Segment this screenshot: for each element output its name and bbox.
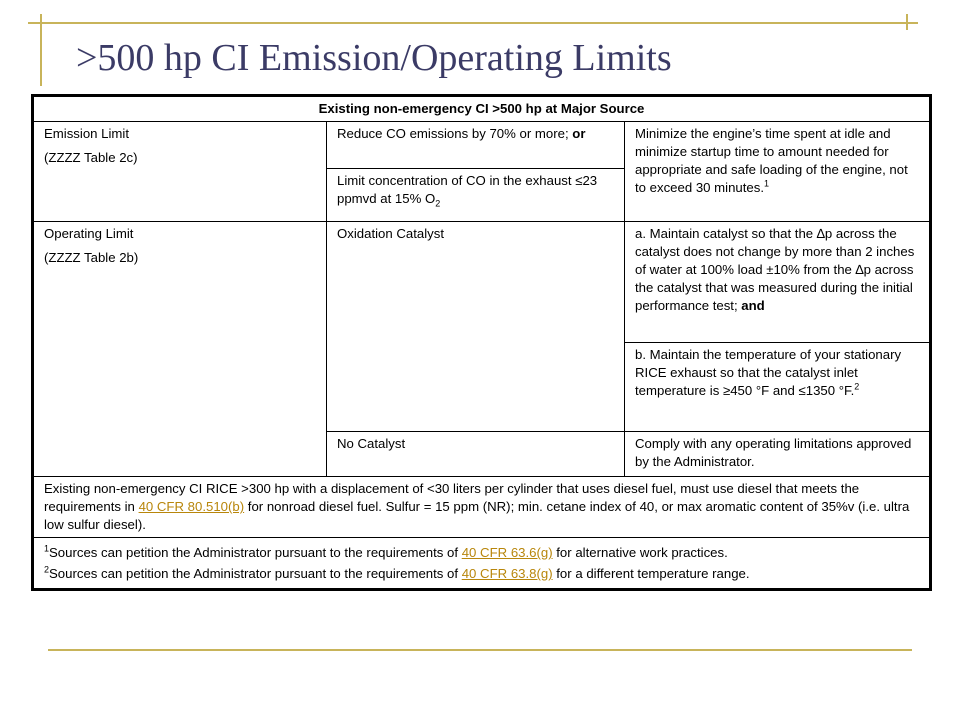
cfr-63-6g-link[interactable]: 40 CFR 63.6(g) [461, 545, 553, 560]
emission-option-1-conj: or [572, 126, 586, 141]
footnote-2-text-2: for a different temperature range. [552, 566, 750, 581]
footnote-1 [44, 544, 919, 562]
left-decorative-rule [40, 14, 42, 86]
no-catalyst-requirement: Comply with any operating limitations approved by the Administrator. [625, 432, 931, 477]
emission-option-1 [327, 122, 625, 169]
footnotes [33, 538, 931, 590]
footnote-2-marker: 2 [854, 381, 860, 392]
no-catalyst-cell: No Catalyst [327, 432, 625, 477]
emission-requirement [625, 122, 931, 222]
diesel-note-text-2: for nonroad diesel fuel. Sulfur = 15 ppm (NR); min. cetane index of 40, or max aromatic content of 35%v (i.e. ultra low sulfur diesel). [44, 499, 910, 532]
footnote-2 [44, 565, 919, 583]
emission-option-2 [327, 169, 625, 222]
operating-requirement-b [625, 343, 931, 432]
footnote-1-marker: 1 [764, 178, 770, 189]
operating-limit-ref: (ZZZZ Table 2b) [44, 250, 139, 265]
top-decorative-rule [28, 22, 918, 24]
operating-limit-label: Operating Limit [44, 226, 134, 241]
operating-requirement-a-text: a. Maintain catalyst so that the ∆p across the catalyst does not change by more than 2 inches of water at 100% load ±10% from the ∆p across the catalyst that was measured during the initial performance test; [635, 226, 915, 313]
operating-requirement-a-conj: and [741, 298, 765, 313]
emission-limit-ref: (ZZZZ Table 2c) [44, 150, 138, 165]
footnote-1-number: 1 [44, 543, 50, 554]
oxidation-catalyst-cell: Oxidation Catalyst [327, 222, 625, 432]
operating-limit-cell [33, 222, 327, 477]
table-header-row [33, 96, 931, 122]
footnotes-row [33, 538, 931, 590]
cfr-80-510b-link[interactable]: 40 CFR 80.510(b) [138, 499, 245, 514]
emission-option-2-sub: 2 [435, 198, 441, 209]
footnote-1-text-1: Sources can petition the Administrator pursuant to the requirements of [49, 545, 462, 560]
right-decorative-tick [906, 14, 908, 30]
emission-requirement-text: Minimize the engine’s time spent at idle and minimize startup time to amount needed for appropriate and safe loading of the engine, not to exceed 30 minutes. [635, 126, 908, 195]
footnote-2-text-1: Sources can petition the Administrator pursuant to the requirements of [49, 566, 462, 581]
limits-table [31, 94, 932, 591]
diesel-note [33, 477, 931, 538]
emission-limit-label: Emission Limit [44, 126, 130, 141]
emission-option-1-text: Reduce CO emissions by 70% or more; [337, 126, 573, 141]
diesel-note-text-1: Existing non-emergency CI RICE >300 hp with a displacement of <30 liters per cylinder that uses diesel fuel, must use diesel that meets the requirements in [44, 481, 860, 514]
emission-limit-cell [33, 122, 327, 222]
page-title: >500 hp CI Emission/Operating Limits [76, 37, 672, 79]
operating-requirement-b-text: b. Maintain the temperature of your stationary RICE exhaust so that the catalyst inlet temperature is ≥450 °F and ≤1350 °F. [635, 347, 902, 398]
bottom-decorative-rule [48, 649, 912, 651]
diesel-note-row [33, 477, 931, 538]
footnote-2-number: 2 [44, 564, 50, 575]
cfr-63-8g-link[interactable]: 40 CFR 63.8(g) [461, 566, 553, 581]
footnote-1-text-2: for alternative work practices. [552, 545, 728, 560]
emission-option-2-text: Limit concentration of CO in the exhaust ≤23 ppmvd at 15% O [337, 173, 598, 206]
table-header: Existing non-emergency CI >500 hp at Major Source [33, 96, 931, 122]
operating-row-1 [33, 222, 931, 343]
operating-requirement-a [625, 222, 931, 343]
emission-row-1 [33, 122, 931, 169]
